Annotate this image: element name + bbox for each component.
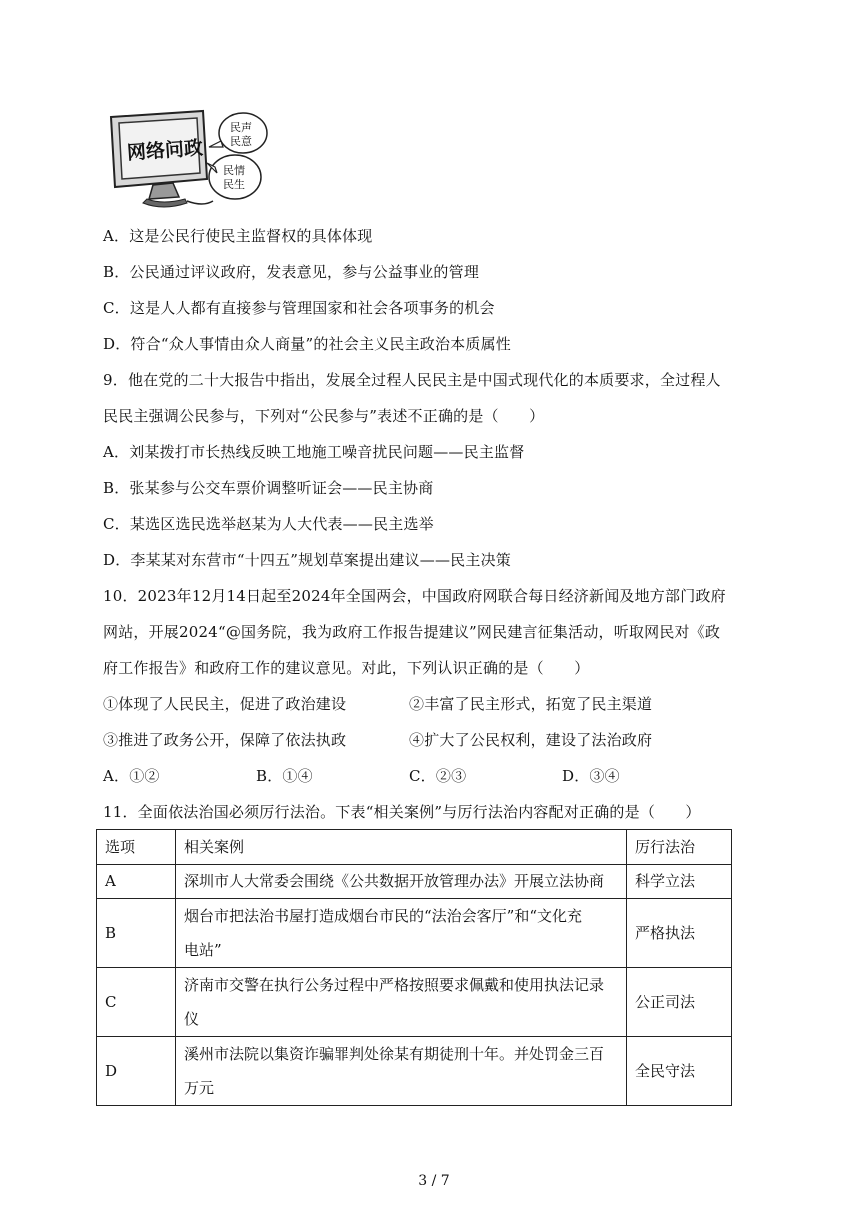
table-row	[97, 1037, 732, 1106]
q10-choice-b: B．①④	[256, 767, 313, 785]
page-number: 3 / 7	[418, 1173, 450, 1189]
row-case-line1: 济南市交警在执行公务过程中严格按照要求佩戴和使用执法记录	[184, 976, 605, 994]
q11-stem: 11．全面依法治国必须厉行法治。下表“相关案例”与厉行法治内容配对正确的是（ ）	[103, 803, 701, 821]
q10-choice-c: C．②③	[409, 767, 467, 785]
q8-option-a: A．这是公民行使民主监督权的具体体现	[103, 227, 373, 245]
header-case: 相关案例	[176, 830, 627, 865]
row-case-line2: 仪	[184, 1010, 200, 1028]
row-case	[176, 899, 627, 968]
q9-stem-line2: 民民主强调公民参与，下列对“公民参与”表述不正确的是（ ）	[103, 407, 545, 425]
row-case-line2: 万元	[184, 1079, 215, 1097]
table-row	[97, 899, 732, 968]
q8-option-d: D．符合“众人事情由众人商量”的社会主义民主政治本质属性	[103, 335, 511, 353]
row-case	[176, 968, 627, 1037]
q8-option-c: C．这是人人都有直接参与管理国家和社会各项事务的机会	[103, 299, 495, 317]
q9-option-c: C．某选区选民选举赵某为人大代表——民主选举	[103, 515, 434, 533]
row-option: A	[97, 865, 176, 899]
q9-stem-line1: 9．他在党的二十大报告中指出，发展全过程人民民主是中国式现代化的本质要求，全过程人	[103, 371, 721, 389]
row-law: 科学立法	[627, 865, 732, 899]
q10-item-1: ①体现了人民民主，促进了政治建设	[103, 695, 347, 713]
bubble-text-2b: 民生	[223, 178, 245, 191]
row-law: 全民守法	[627, 1037, 732, 1106]
header-option: 选项	[97, 830, 176, 865]
row-law: 严格执法	[627, 899, 732, 968]
row-case	[176, 1037, 627, 1106]
row-case-line1: 深圳市人大常委会围绕《公共数据开放管理办法》开展立法协商	[184, 872, 605, 890]
row-case-line2: 电站”	[184, 941, 222, 959]
q9-option-b: B．张某参与公交车票价调整听证会——民主协商	[103, 479, 434, 497]
header-law: 厉行法治	[627, 830, 732, 865]
row-option: D	[97, 1037, 176, 1106]
q10-choice-a: A．①②	[103, 767, 160, 785]
monitor-text: 网络问政	[126, 136, 204, 165]
q9-option-d: D．李某某对东营市“十四五”规划草案提出建议——民主决策	[103, 551, 511, 569]
q10-stem-line3: 府工作报告》和政府工作的建议意见。对此，下列认识正确的是（ ）	[103, 659, 590, 677]
monitor-cartoon-icon	[103, 107, 283, 211]
table-header-row	[97, 830, 732, 865]
cartoon-illustration	[103, 107, 283, 211]
row-case-line1: 烟台市把法治书屋打造成烟台市民的“法治会客厅”和“文化充	[184, 907, 583, 925]
cases-table	[96, 829, 732, 1106]
table-row	[97, 865, 732, 899]
q9-option-a: A．刘某拨打市长热线反映工地施工噪音扰民问题——民主监督	[103, 443, 525, 461]
row-law: 公正司法	[627, 968, 732, 1037]
q10-choice-d: D．③④	[562, 767, 620, 785]
bubble-text-1b: 民意	[230, 135, 252, 148]
q10-stem-line2: 网站，开展2024“@国务院，我为政府工作报告提建议”网民建言征集活动，听取网民对《政	[103, 623, 721, 641]
q10-item-4: ④扩大了公民权利，建设了法治政府	[409, 731, 653, 749]
row-option: B	[97, 899, 176, 968]
q10-item-3: ③推进了政务公开，保障了依法执政	[103, 731, 347, 749]
bubble-text-2a: 民情	[223, 164, 245, 177]
row-case-line1: 溪州市法院以集资诈骗罪判处徐某有期徒刑十年。并处罚金三百	[184, 1045, 605, 1063]
q10-item-2: ②丰富了民主形式，拓宽了民主渠道	[409, 695, 653, 713]
table-row	[97, 968, 732, 1037]
q10-stem-line1: 10．2023年12月14日起至2024年全国两会，中国政府网联合每日经济新闻及地方部门政府	[103, 587, 726, 605]
row-case	[176, 865, 627, 899]
row-option: C	[97, 968, 176, 1037]
q8-option-b: B．公民通过评议政府，发表意见，参与公益事业的管理	[103, 263, 480, 281]
bubble-text-1a: 民声	[230, 121, 252, 134]
